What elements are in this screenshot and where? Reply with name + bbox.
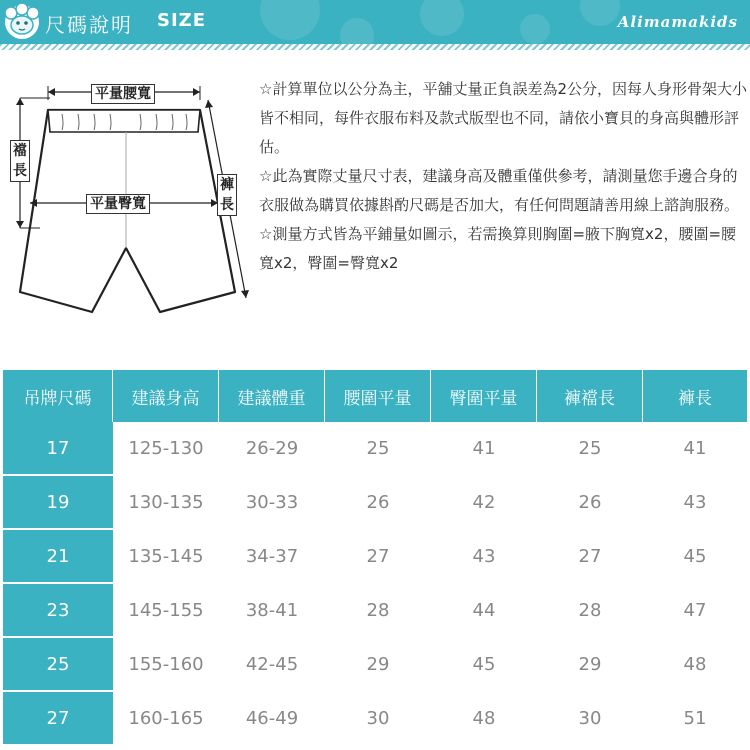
table-cell: 25 [3, 638, 113, 692]
table-cell: 43 [643, 476, 747, 530]
table-row [3, 422, 747, 476]
header-banner [0, 0, 750, 44]
table-cell: 48 [431, 692, 537, 744]
table-cell: 45 [643, 530, 747, 584]
banner-decoration [340, 18, 374, 44]
table-cell: 30 [325, 692, 431, 744]
table-row [3, 530, 747, 584]
table-cell: 25 [325, 422, 431, 476]
crotch-length-label: 襠長 [10, 140, 30, 182]
table-cell: 29 [325, 638, 431, 692]
table-cell: 47 [643, 584, 747, 638]
table-header-row [3, 370, 747, 422]
column-header: 臀圍平量 [431, 370, 537, 422]
banner-decoration [260, 0, 320, 40]
note-measure-method: ☆測量方式皆為平鋪量如圖示，若需換算則胸圍=腋下胸寬x2，腰圍=腰寬x2，臀圍=臀寬x2 [259, 225, 737, 272]
table-cell: 51 [643, 692, 747, 744]
table-cell: 21 [3, 530, 113, 584]
header-stripe [0, 44, 750, 50]
table-cell: 23 [3, 584, 113, 638]
table-cell: 46-49 [219, 692, 325, 744]
column-header: 建議身高 [113, 370, 219, 422]
table-cell: 29 [537, 638, 643, 692]
table-row [3, 476, 747, 530]
column-header: 建議體重 [219, 370, 325, 422]
table-row [3, 692, 747, 744]
column-header: 吊牌尺碼 [3, 370, 113, 422]
hip-width-label: 平量臀寬 [86, 194, 150, 214]
table-cell: 45 [431, 638, 537, 692]
sheep-mascot-icon [2, 2, 42, 42]
table-cell: 160-165 [113, 692, 219, 744]
note-reference: ☆此為實際丈量尺寸表，建議身高及體重僅供參考，請測量您手邊合身的衣服做為購買依據斟酌尺碼是否加大，有任何問題請善用線上諮詢服務。 [259, 167, 740, 214]
column-header: 腰圍平量 [325, 370, 431, 422]
table-cell: 41 [431, 422, 537, 476]
table-cell: 135-145 [113, 530, 219, 584]
table-cell: 34-37 [219, 530, 325, 584]
table-cell: 43 [431, 530, 537, 584]
waist-width-label: 平量腰寬 [91, 84, 155, 104]
table-cell: 26 [537, 476, 643, 530]
table-cell: 28 [325, 584, 431, 638]
pants-length-label: 褲長 [217, 174, 237, 216]
banner-decoration [580, 0, 620, 26]
note-measurement-unit: ☆計算單位以公分為主，平舖丈量正負誤差為2公分，因每人身形骨架大小皆不相同，每件衣服布料及款式版型也不同，請依小寶貝的身高與體形評估。 [259, 80, 747, 156]
table-cell: 30 [537, 692, 643, 744]
table-cell: 30-33 [219, 476, 325, 530]
table-row [3, 638, 747, 692]
banner-decoration [520, 14, 550, 44]
table-cell: 41 [643, 422, 747, 476]
size-notes [259, 75, 749, 278]
table-cell: 42 [431, 476, 537, 530]
table-cell: 19 [3, 476, 113, 530]
table-cell: 25 [537, 422, 643, 476]
banner-decoration [420, 0, 464, 36]
size-table [3, 370, 747, 744]
table-cell: 145-155 [113, 584, 219, 638]
table-cell: 130-135 [113, 476, 219, 530]
column-header: 褲長 [643, 370, 747, 422]
table-cell: 27 [325, 530, 431, 584]
table-row [3, 584, 747, 638]
table-cell: 48 [643, 638, 747, 692]
table-cell: 27 [537, 530, 643, 584]
table-cell: 38-41 [219, 584, 325, 638]
table-cell: 28 [537, 584, 643, 638]
table-cell: 17 [3, 422, 113, 476]
table-cell: 26-29 [219, 422, 325, 476]
pants-measurement-diagram [0, 70, 255, 330]
table-cell: 27 [3, 692, 113, 744]
table-cell: 42-45 [219, 638, 325, 692]
table-cell: 26 [325, 476, 431, 530]
column-header: 褲襠長 [537, 370, 643, 422]
table-cell: 155-160 [113, 638, 219, 692]
page-subtitle: SIZE [157, 10, 207, 31]
table-cell: 44 [431, 584, 537, 638]
brand-logo: Alimamakids [617, 13, 738, 31]
page-title: 尺碼說明 [45, 13, 133, 37]
table-cell: 125-130 [113, 422, 219, 476]
